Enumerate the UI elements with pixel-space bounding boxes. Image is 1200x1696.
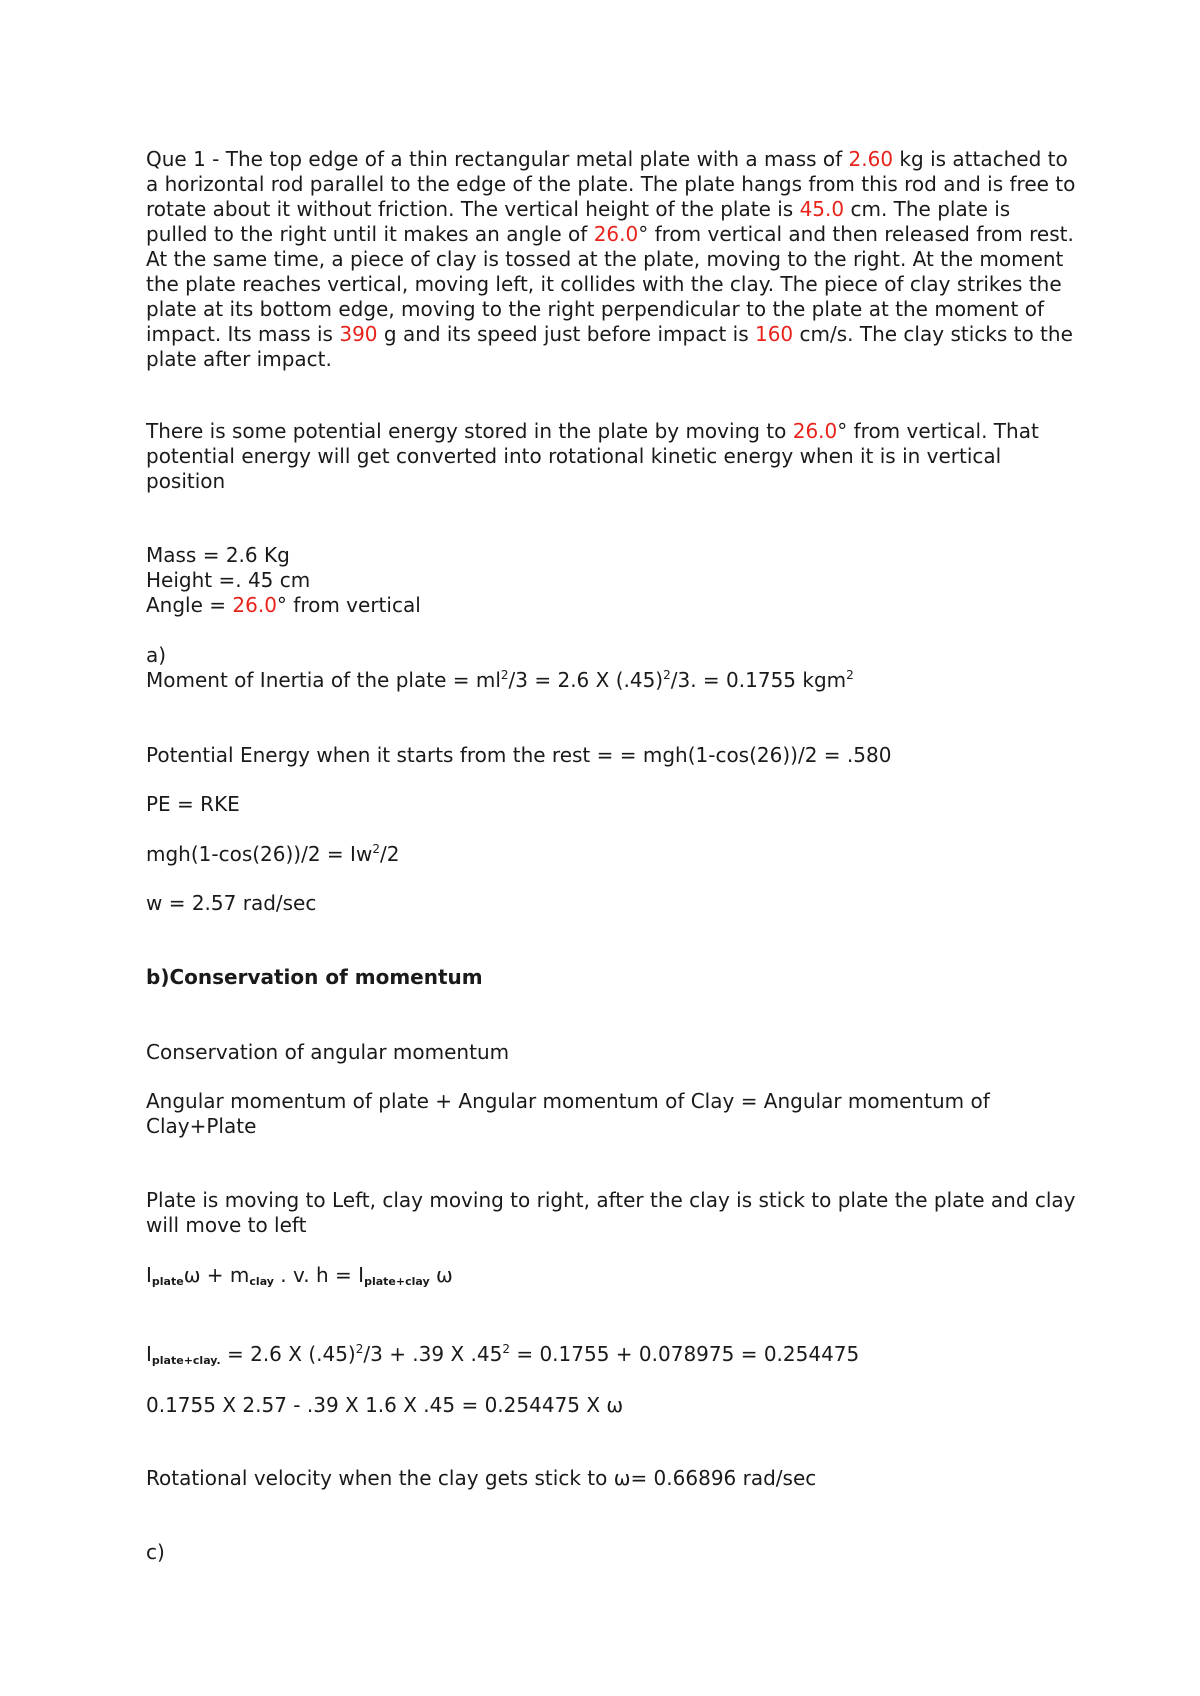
part-c-label: c) bbox=[146, 1540, 165, 1564]
momentum-statement: Angular momentum of plate + Angular momentum of Clay = Angular momentum of Clay+Plate bbox=[146, 1089, 990, 1138]
intro-paragraph: There is some potential energy stored in the plate by moving to 26.0° from vertical. That potential energy will get converted into rotational kinetic energy when it is in vertical position bbox=[146, 419, 1039, 493]
part-b-subheading: Conservation of angular momentum bbox=[146, 1040, 510, 1064]
given-angle: Angle = 26.0° from vertical bbox=[146, 593, 421, 617]
part-a-label: a) bbox=[146, 643, 167, 667]
plate-height-value: 45.0 bbox=[799, 197, 845, 221]
pe-equals-rke: PE = RKE bbox=[146, 792, 240, 816]
given-mass: Mass = 2.6 Kg bbox=[146, 543, 290, 567]
intro-angle-value: 26.0 bbox=[792, 419, 838, 443]
plate-mass-value: 2.60 bbox=[848, 147, 894, 171]
rotational-velocity-result: Rotational velocity when the clay gets stick to ω= 0.66896 rad/sec bbox=[146, 1466, 817, 1490]
momentum-calculation: 0.1755 X 2.57 - .39 X 1.6 X .45 = 0.254475 X ω bbox=[146, 1393, 624, 1417]
potential-energy-line: Potential Energy when it starts from the rest = = mgh(1-cos(26))/2 = .580 bbox=[146, 743, 892, 767]
angle-value: 26.0 bbox=[593, 222, 639, 246]
given-height: Height =. 45 cm bbox=[146, 568, 311, 592]
clay-speed-value: 160 bbox=[754, 322, 794, 346]
moment-of-inertia-line: Moment of Inertia of the plate = $ml^2/3 = 2.6$ X $(.45)^2/3$. = 0.1755 kgm$^2$ bbox=[146, 668, 854, 692]
energy-equation: $mgh(1-\cos(26))/2 = Iw^2/2$ bbox=[146, 842, 400, 866]
direction-statement: Plate is moving to Left, clay moving to right, after the clay is stick to plate the plate and clay will move to left bbox=[146, 1188, 1076, 1237]
question-paragraph: Que 1 - The top edge of a thin rectangular metal plate with a mass of 2.60 kg is attached to a horizontal rod parallel to the edge of the plate. The plate hangs from this rod and is free to rotate about it without friction. The vertical height of the plate is 45.0 cm. The plate is pulled to the right until it makes an angle of 26.0° from vertical and then released from rest. At the same time, a piece of clay is tossed at the plate, moving to the right. At the moment the plate reaches vertical, moving left, it collides with the clay. The piece of clay strikes the plate at its bottom edge, moving to the right perpendicular to the plate at the moment of impact. Its mass is 390 g and its speed just before impact is 160 cm/s. The clay sticks to the plate after impact. bbox=[146, 147, 1076, 371]
momentum-equation: $I_{plate}\omega + m_{clay}$ . v. $h = I_{plate+clay}$ ω bbox=[146, 1263, 453, 1288]
part-b-heading: b)Conservation of momentum bbox=[146, 965, 483, 989]
angular-velocity-result: w = 2.57 rad/sec bbox=[146, 891, 317, 915]
combined-inertia-line: $I_{plate+clay.} = 2.6$ X $(.45)^2/3 + .39$ X $.45^2 = 0.1755 + 0.078975 = 0.254475$ bbox=[146, 1342, 860, 1367]
clay-mass-value: 390 bbox=[339, 322, 378, 346]
